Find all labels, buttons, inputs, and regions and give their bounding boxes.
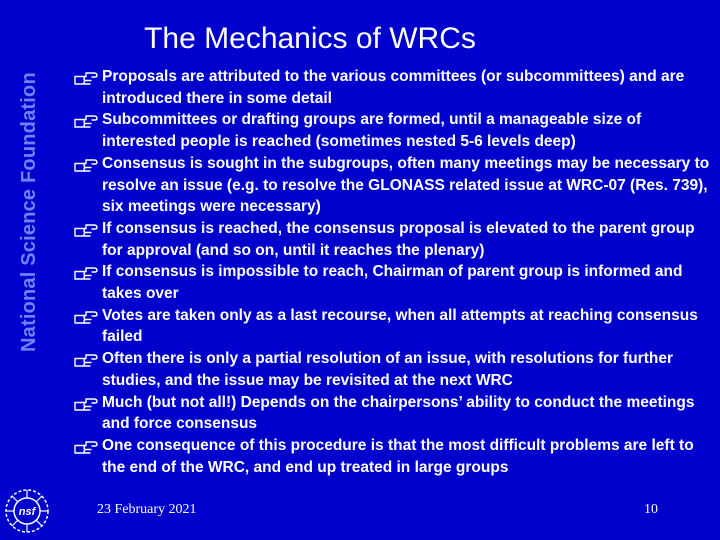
bullet-item [74, 392, 714, 435]
bullet-item [74, 109, 714, 152]
slide-title: The Mechanics of WRCs [144, 22, 476, 55]
bullet-text: Often there is only a partial resolution of an issue, with resolutions for further studies, and the issue may be revisited at the next WRC [102, 350, 673, 389]
bullet-text: Consensus is sought in the subgroups, often many meetings may be necessary to resolve an issue (e.g. to resolve the GLONASS related issue at WRC-07 (Res. 739), six meetings were necessary) [102, 154, 710, 216]
bullet-text: Proposals are attributed to the various committees (or subcommittees) and are introduced there in some detail [102, 68, 685, 107]
bullet-text: Votes are taken only as a last recourse, when all attempts at reaching consensus failed [102, 306, 698, 346]
bullet-item [74, 348, 714, 391]
bullet-item [74, 153, 714, 218]
pointing-hand-icon [74, 394, 98, 412]
pointing-hand-icon [74, 155, 98, 173]
bullet-text: If consensus is reached, the consensus proposal is elevated to the parent group for approval (and so on, until it reaches the plenary) [102, 219, 695, 259]
bullet-text: Subcommittees or drafting groups are formed, until a manageable size of interested people is reached (sometimes nested 5-6 levels deep) [102, 111, 642, 151]
organization-label: National Science Foundation [18, 72, 40, 352]
bullet-text: Much (but not all!) Depends on the chairpersons’ ability to conduct the meetings and force consensus [102, 393, 695, 433]
page-number: 10 [644, 502, 658, 517]
bullet-item [74, 218, 714, 261]
logo-text: nsf [18, 506, 36, 518]
footer-date: 23 February 2021 [97, 502, 197, 517]
pointing-hand-icon [74, 350, 98, 368]
bullet-list [74, 66, 714, 478]
pointing-hand-icon [74, 111, 98, 129]
bullet-text: One consequence of this procedure is that the most difficult problems are left to the end of the WRC, and end up treated in large groups [102, 436, 694, 476]
sidebar [0, 0, 62, 540]
pointing-hand-icon [74, 220, 98, 238]
pointing-hand-icon [74, 68, 98, 86]
bullet-text: If consensus is impossible to reach, Chairman of parent group is informed and takes over [102, 263, 683, 303]
pointing-hand-icon [74, 263, 98, 281]
bullet-item [74, 305, 714, 348]
nsf-logo [4, 488, 50, 534]
pointing-hand-icon [74, 437, 98, 455]
bullet-item [74, 261, 714, 304]
bullet-item [74, 66, 714, 109]
pointing-hand-icon [74, 307, 98, 325]
bullet-item [74, 435, 714, 478]
